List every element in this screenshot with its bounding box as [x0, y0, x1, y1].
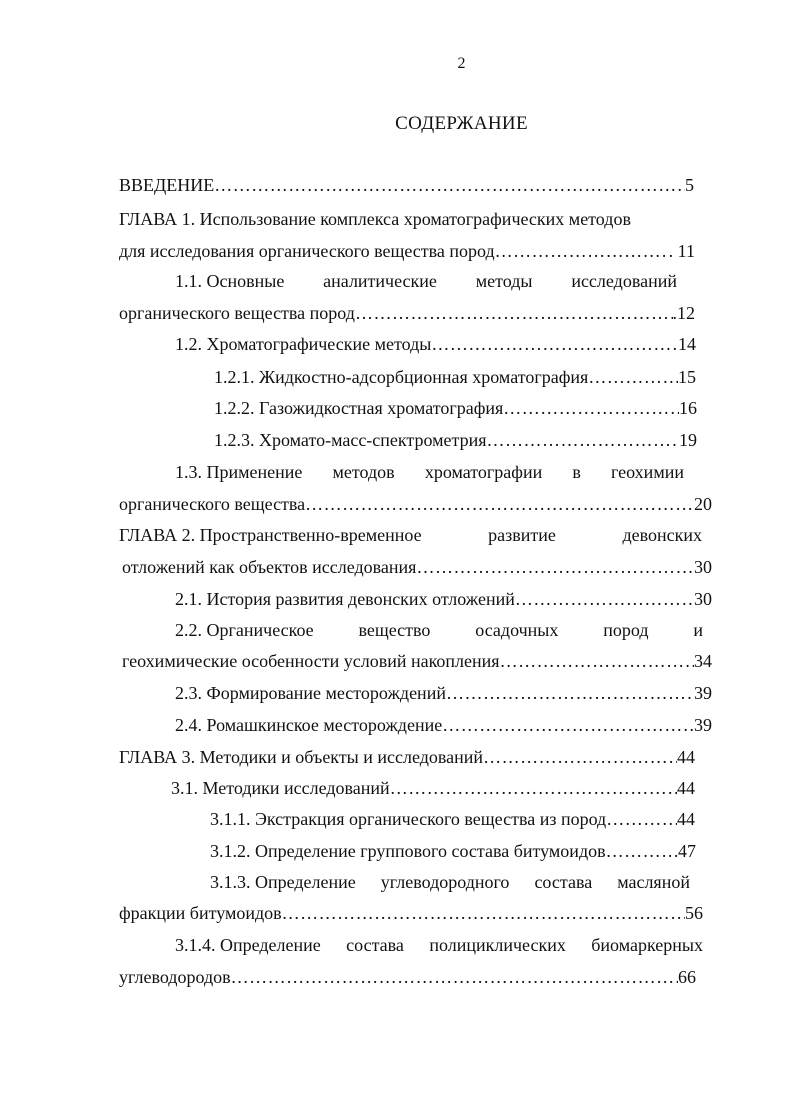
- toc-entry-chapter-3: [119, 744, 695, 770]
- toc-page-number: 39: [694, 715, 712, 735]
- toc-entry-2-3: [175, 680, 712, 706]
- page-title: СОДЕРЖАНИЕ: [395, 113, 528, 134]
- toc-word: девонских: [622, 525, 702, 545]
- toc-word: исследований: [571, 271, 677, 291]
- toc-word: 1.1. Основные: [175, 271, 285, 291]
- toc-entry-1-3-line1: [175, 459, 684, 485]
- dot-leader: [495, 238, 669, 264]
- toc-word: геохимии: [611, 462, 684, 482]
- toc-entry-text: углеводородов: [119, 967, 231, 987]
- toc-entry-chapter-1-line2: [119, 238, 695, 264]
- toc-word: методов: [332, 462, 395, 482]
- dot-leader: [416, 554, 694, 580]
- toc-entry-3-1: [171, 775, 695, 801]
- toc-page-number: 44: [677, 778, 695, 798]
- toc-word: и: [693, 620, 703, 640]
- toc-entry-text: органического вещества пород: [119, 303, 355, 323]
- toc-page-number: 15: [678, 367, 696, 387]
- toc-page-number: . 11: [668, 241, 695, 261]
- toc-entry-intro: [119, 172, 694, 198]
- toc-word: аналитические: [323, 271, 437, 291]
- page-number: 2: [457, 55, 466, 72]
- toc-entry-1-2-3: [214, 427, 697, 453]
- toc-entry-text: органического вещества: [119, 494, 306, 514]
- toc-word: методы: [475, 271, 533, 291]
- toc-page-number: 16: [679, 398, 697, 418]
- dot-leader: [305, 491, 694, 517]
- toc-page-number: 30: [694, 589, 712, 609]
- dot-leader: [442, 712, 694, 738]
- toc-entry-text: фракции битумоидов: [119, 903, 282, 923]
- toc-entry-chapter-2-line2: [122, 554, 712, 580]
- toc-word: осадочных: [475, 620, 559, 640]
- toc-word: в: [572, 462, 581, 482]
- toc-word: состава: [534, 872, 593, 892]
- toc-word: масляной: [617, 872, 690, 892]
- toc-entry-text: 3.1.1. Экстракция органического вещества из пород: [210, 809, 607, 829]
- toc-page-number: .12: [672, 303, 695, 323]
- toc-entry-text: ГЛАВА 3. Методики и объекты и исследований: [119, 747, 484, 767]
- toc-entry-1-3-line2: [119, 491, 712, 517]
- toc-page-number: 47: [678, 841, 696, 861]
- toc-word: развитие: [488, 525, 556, 545]
- toc-entry-text: отложений как объектов исследования: [122, 557, 417, 577]
- toc-word: вещество: [358, 620, 431, 640]
- toc-page-number: 66: [678, 967, 696, 987]
- toc-entry-chapter-2-line1: [119, 522, 702, 548]
- toc-word: состава: [346, 935, 404, 955]
- toc-word: полициклических: [429, 935, 566, 955]
- toc-entry-2-4: [175, 712, 712, 738]
- toc-entry-3-1-1: [210, 806, 695, 832]
- dot-leader: [606, 806, 677, 832]
- toc-entry-chapter-1-line1: ГЛАВА 1. Использование комплекса хроматографических методов: [119, 209, 631, 229]
- toc-entry-3-1-3-line2: [119, 900, 703, 926]
- toc-entry-3-1-4-line2: [119, 964, 696, 990]
- dot-leader: [446, 680, 694, 706]
- toc-entry-text: для исследования органического вещества пород: [119, 241, 495, 261]
- dot-leader: [503, 395, 679, 421]
- toc-entry-2-2-line2: [122, 648, 712, 674]
- toc-word: ГЛАВА 2. Пространственно-временное: [119, 525, 422, 545]
- dot-leader: [500, 648, 694, 674]
- toc-page-number: 34: [694, 651, 712, 671]
- toc-entry-text: 1.2.2. Газожидкостная хроматография: [214, 398, 504, 418]
- toc-word: 3.1.4. Определение: [175, 935, 321, 955]
- toc-entry-text: 3.1.2. Определение группового состава битумоидов: [210, 841, 606, 861]
- toc-word: 1.3. Применение: [175, 462, 303, 482]
- toc-entry-text: 1.2.1. Жидкостно-адсорбционная хроматография: [214, 367, 589, 387]
- toc-page-number: 20: [694, 494, 712, 514]
- toc-entry-2-2-line1: [175, 617, 703, 643]
- toc-word: 2.2. Органическое: [175, 620, 314, 640]
- toc-entry-text: 2.4. Ромашкинское месторождение: [175, 715, 443, 735]
- dot-leader: [390, 775, 677, 801]
- toc-entry-text: 1.2.3. Хромато-масс-спектрометрия: [214, 430, 487, 450]
- dot-leader: [231, 964, 678, 990]
- dot-leader: [282, 900, 685, 926]
- toc-entry-3-1-2: [210, 838, 696, 864]
- toc-entry-1-1-line1: [175, 268, 677, 294]
- toc-page-number: 14: [678, 334, 696, 354]
- toc-entry-text: 3.1. Методики исследований: [171, 778, 390, 798]
- dot-leader: [483, 744, 677, 770]
- toc-word: 3.1.3. Определение: [210, 872, 356, 892]
- toc-page-number: 30: [694, 557, 712, 577]
- toc-word: биомаркерных: [591, 935, 703, 955]
- toc-page-number: 44: [677, 747, 695, 767]
- toc-entry-text: ВВЕДЕНИЕ: [119, 175, 215, 195]
- toc-entry-2-1: [175, 586, 712, 612]
- toc-entry-text: 2.1. История развития девонских отложений: [175, 589, 515, 609]
- dot-leader: [606, 838, 678, 864]
- dot-leader: [355, 300, 673, 326]
- toc-entry-3-1-3-line1: [210, 869, 690, 895]
- dot-leader: [431, 331, 678, 357]
- toc-page-number: 19: [679, 430, 697, 450]
- toc-page-number: 44: [677, 809, 695, 829]
- toc-entry-1-1-line2: [119, 300, 695, 326]
- toc-entry-text: 1.2. Хроматографические методы: [175, 334, 432, 354]
- toc-word: углеводородного: [380, 872, 510, 892]
- toc-page-number: 5: [685, 175, 694, 195]
- toc-entry-3-1-4-line1: [175, 932, 703, 958]
- toc-word: хроматографии: [424, 462, 543, 482]
- toc-page-number: 56: [685, 903, 703, 923]
- toc-word: пород: [603, 620, 649, 640]
- toc-page-number: 39: [694, 683, 712, 703]
- toc-entry-1-2: [175, 331, 696, 357]
- toc-entry-1-2-2: [214, 395, 697, 421]
- dot-leader: [588, 364, 678, 390]
- dot-leader: [214, 172, 685, 198]
- dot-leader: [515, 586, 694, 612]
- dot-leader: [487, 427, 679, 453]
- toc-entry-text: 2.3. Формирование месторождений: [175, 683, 446, 703]
- toc-entry-1-2-1: [214, 364, 696, 390]
- toc-entry-text: геохимические особенности условий накопления: [122, 651, 500, 671]
